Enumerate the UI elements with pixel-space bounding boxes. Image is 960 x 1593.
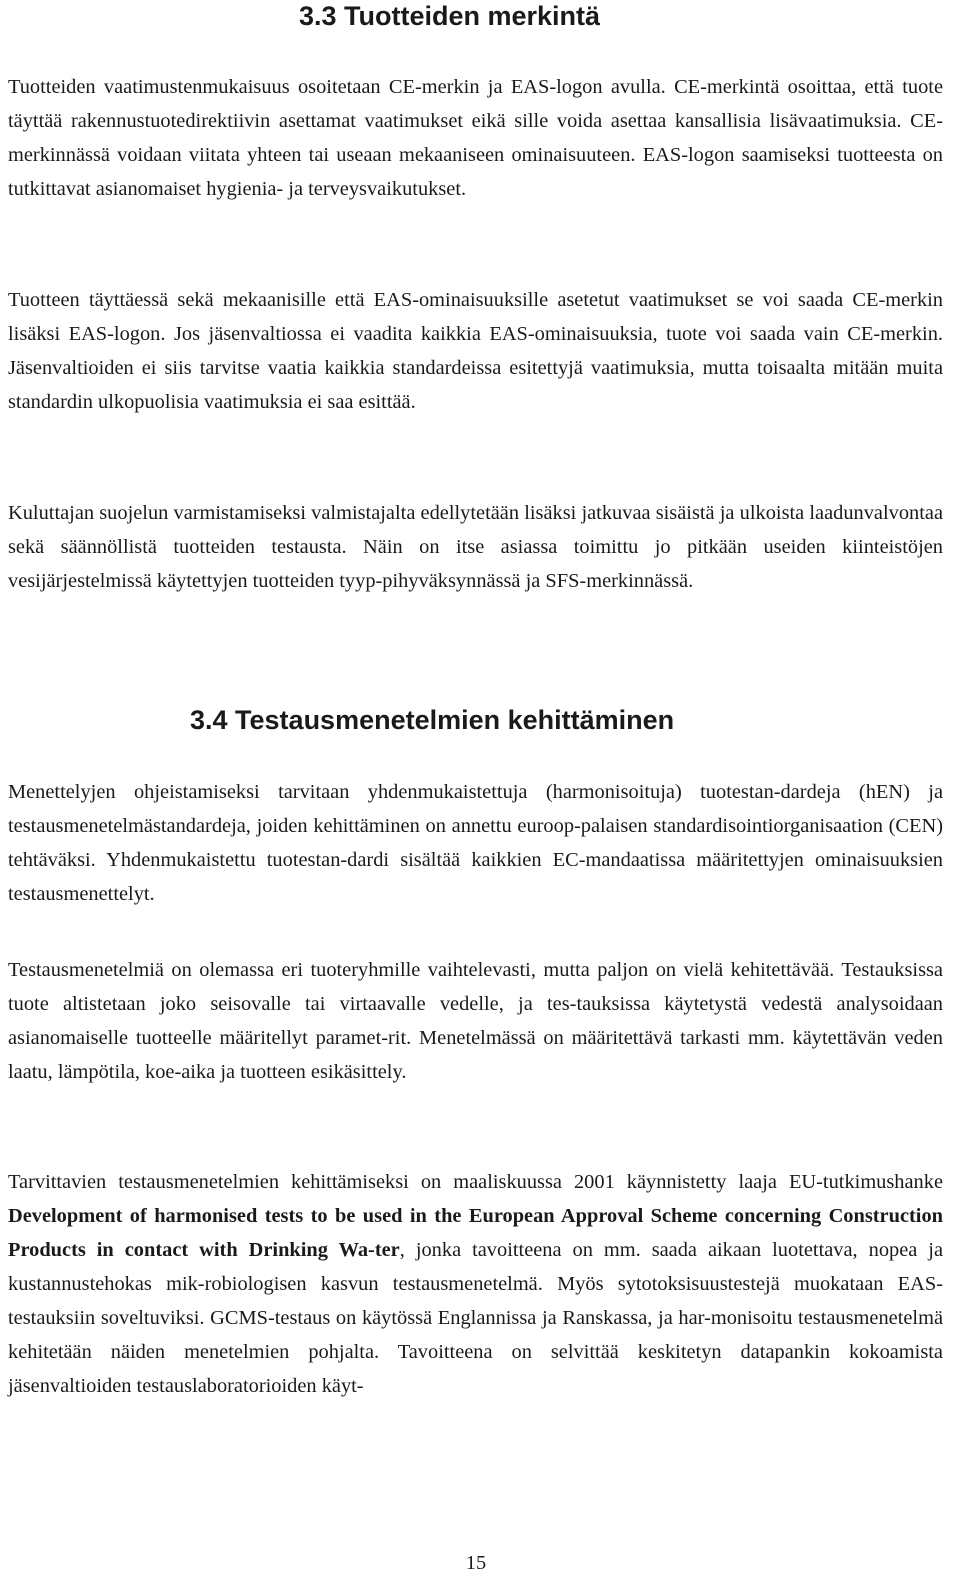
paragraph-eas-logo: Tuotteen täyttäessä sekä mekaanisille että EAS-ominaisuuksille asetetut vaatimukset se voi saada CE-merkin lisäksi EAS-logon. Jos jäsenvaltiossa ei vaadita kaikkia EAS-ominaisuuksia, tuote voi saada vain CE-merkin. Jäsenvaltioiden ei siis tarvitse vaatia kaikkia standardeissa esitettyjä vaatimuksia, mutta toisaalta mitään muita standardin ulkopuolisia vaatimuksia ei saa esittää. [8,289,943,413]
paragraph-harmonised-standards: Menettelyjen ohjeistamiseksi tarvitaan yhdenmukaistettuja (harmonisoituja) tuotestan-dardeja (hEN) ja testausmenetelmästandardeja, joiden kehittäminen on annettu euroop-palaisen standardisointiorganisaation (CEN) tehtäväksi. Yhdenmukaistettu tuotestan-dardi sisältää kaikkien EC-mandaatissa määritettyjen ominaisuuksien testausmenettelyt. [8,781,943,905]
paragraph-consumer-protection: Kuluttajan suojelun varmistamiseksi valmistajalta edellytetään lisäksi jatkuvaa sisäistä ja ulkoista laadunvalvontaa sekä säännöllistä tuotteiden testausta. Näin on itse asiassa toimittu jo pitkään useiden kiinteistöjen vesijärjestelmissä käytettyjen tuotteiden tyyp-pihyväksynnässä ja SFS-merkinnässä. [8,502,943,592]
project-description-text: , jonka tavoitteena on mm. saada aikaan luotettava, nopea ja kustannustehokas mik-robiologisen kasvun testausmenetelmä. Myös sytotoksisuustestejä muokataan EAS-testauksiin soveltuviksi. GCMS-testaus on käytössä Englannissa ja Ranskassa, ja har-monisoitu testausmenetelmä kehitetään näiden menetelmien pohjalta. Tavoitteena on selvittää keskitetyn datapankin kokoamista jäsenvaltioiden testauslaboratorioiden käyt- [8,1239,944,1397]
project-title-bold: Development of harmonised tests to be used in the European Approval Scheme concerning Construction Products in contact with Drinking Wa-ter [8,1205,943,1261]
paragraph-eu-research-project [8,1165,943,1403]
project-intro-text: Tarvittavien testausmenetelmien kehittämiseksi on maaliskuussa 2001 käynnistetty laaja EU-tutkimushanke [8,1171,943,1193]
page-number: 15 [465,1552,487,1574]
section-heading-3-4: 3.4 Testausmenetelmien kehittäminen [190,705,675,735]
paragraph-test-methods: Testausmenetelmiä on olemassa eri tuoteryhmille vaihtelevasti, mutta paljon on vielä kehitettävää. Testauksissa tuote altistetaan joko seisovalle tai virtaavalle vedelle, ja tes-tauksissa käytetystä vedestä analysoidaan asianomaiselle tuotteelle määritellyt paramet-rit. Menetelmässä on määritettävä tarkasti mm. käytettävän veden laatu, lämpötila, koe-aika ja tuotteen esikäsittely. [8,959,943,1083]
paragraph-ce-marking: Tuotteiden vaatimustenmukaisuus osoitetaan CE-merkin ja EAS-logon avulla. CE-merkintä osoittaa, että tuote täyttää rakennustuotedirektiivin asettamat vaatimukset eikä sille voida asettaa kansallisia lisävaatimuksia. CE-merkinnässä voidaan viitata yhteen tai useaan mekaaniseen ominaisuuteen. EAS-logon saamiseksi tuotteesta on tutkittavat asianomaiset hygienia- ja terveysvaikutukset. [8,76,943,200]
section-heading-3-3: 3.3 Tuotteiden merkintä [299,1,601,31]
